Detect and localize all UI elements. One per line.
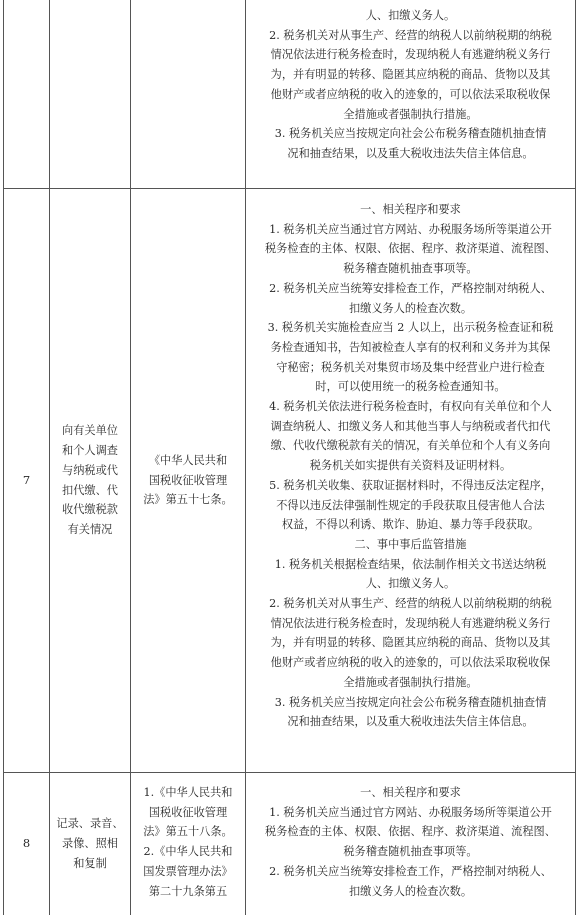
content-line: 情况依法进行税务检查时，发现纳税人有逃避纳税义务行: [270, 616, 551, 630]
basis-line: 法》第五十七条。: [143, 493, 233, 507]
content-line: 他财产或者应纳税的收入的迹象的，可以依法采取税收保: [270, 87, 551, 101]
basis-line: 1.《中华人民共和: [143, 786, 233, 799]
basis-line: 国发票管理办法》: [143, 864, 233, 878]
table-row-continued: [246, 6, 575, 188]
content-line: 守秘密；税务机关对集贸市场及集中经营业户进行检查: [276, 360, 545, 374]
row-number-text: 8: [22, 836, 31, 851]
content-line: 税务检查的主体、权限、依据、程序、救济渠道、流程图、: [265, 242, 556, 256]
content-line: 税务机关如实提供有关资料及证明材料。: [309, 459, 512, 473]
content-line: 1. 税务机关根据检查结果，依法制作相关文书送达纳税: [274, 557, 547, 571]
basis-line: 国税收征收管理: [148, 805, 228, 819]
content-line: 全措施或者强制执行措施。: [343, 107, 478, 121]
table-border-right: [575, 0, 576, 915]
row-item-8: [50, 773, 130, 915]
content-line: 况和抽查结果，以及重大税收违法失信主体信息。: [287, 146, 534, 160]
content-line: 扣缴义务人的检查次数。: [348, 884, 473, 898]
basis-line: 《中华人民共和: [148, 453, 228, 467]
item-text: [54, 814, 126, 873]
content-line: 人、扣缴义务人。: [365, 9, 456, 22]
content-line: 况和抽查结果，以及重大税收违法失信主体信息。: [287, 715, 534, 729]
content-line: 为，并有明显的转移、隐匿其应纳税的商品、货物以及其: [270, 636, 551, 650]
basis-text: [135, 783, 241, 901]
content-line: 务检查通知书，告知被检查人享有的权利和义务并为其保: [270, 340, 551, 354]
content-line: 人、扣缴义务人。: [365, 577, 456, 591]
content-line: 2. 税务机关应当统筹安排检查工作，严格控制对纳税人、: [269, 864, 552, 878]
content-line: 3. 税务机关实施检查应当 2 人以上，出示税务检查证和税: [267, 321, 554, 335]
item-line: 扣代缴、代: [62, 483, 118, 497]
content-line: 缴、代收代缴税款有关的情况，有关单位和个人有义务向: [270, 439, 551, 453]
content-line: 1. 税务机关应当通过官方网站、办税服务场所等渠道公开: [269, 222, 552, 236]
content-line: 税务稽查随机抽查事项等。: [343, 262, 478, 276]
content-line: 3. 税务机关应当按规定向社会公布税务稽查随机抽查情: [274, 127, 547, 141]
item-line: 向有关单位: [62, 424, 118, 438]
row-basis-7: [131, 189, 245, 772]
content-line: 调查纳税人、扣缴义务人和其他当事人与纳税或者代扣代: [270, 419, 551, 433]
section-heading: 二、事中事后监管措施: [354, 537, 467, 551]
content-line: 扣缴义务人的检查次数。: [348, 301, 473, 315]
item-line: 有关情况: [67, 522, 113, 536]
basis-text: [135, 451, 241, 510]
content-line: 全措施或者强制执行措施。: [343, 675, 478, 689]
item-line: 与纳税或代: [62, 463, 118, 477]
content-text: [254, 200, 567, 732]
row-number-8: [4, 773, 49, 915]
content-line: 为，并有明显的转移、隐匿其应纳税的商品、货物以及其: [270, 68, 551, 82]
row-content-continued: [254, 6, 567, 164]
item-text: [54, 421, 126, 539]
policy-table: [3, 0, 576, 915]
item-line: 和个人调查: [62, 444, 118, 458]
item-line: 和复制: [73, 856, 107, 870]
section-heading: 一、相关程序和要求: [360, 203, 461, 216]
content-line: 4. 税务机关依法进行税务检查时，有权向有关单位和个人: [269, 400, 552, 414]
basis-line: 2.《中华人民共和: [143, 845, 233, 859]
content-line: 情况依法进行税务检查时，发现纳税人有逃避纳税义务行: [270, 48, 551, 62]
row-item-7: [50, 189, 130, 772]
row-content-7: [246, 200, 575, 772]
content-line: 5. 税务机关收集、获取证据材料时，不得违反法定程序，: [269, 478, 552, 492]
content-line: 他财产或者应纳税的收入的迹象的，可以依法采取税收保: [270, 656, 551, 670]
content-line: 1. 税务机关应当通过官方网站、办税服务场所等渠道公开: [269, 805, 552, 819]
basis-line: 第二十九条第五: [148, 884, 228, 898]
content-line: 税务稽查随机抽查事项等。: [343, 845, 478, 859]
row-number-7: [4, 189, 49, 772]
item-line: 收代缴税款: [62, 503, 118, 517]
section-heading: 一、相关程序和要求: [360, 786, 461, 799]
row-content-8: [246, 783, 575, 915]
row-basis-8: [131, 783, 245, 915]
item-line: 录像、照相: [62, 837, 118, 851]
content-line: 3. 税务机关应当按规定向社会公布税务稽查随机抽查情: [274, 695, 547, 709]
basis-line: 国税收征收管理: [148, 473, 228, 487]
basis-line: 法》第五十八条。: [143, 825, 233, 839]
content-line: 2. 税务机关对从事生产、经营的纳税人以前纳税期的纳税: [269, 28, 552, 42]
row-number-text: 7: [22, 472, 31, 487]
item-line: 记录、录音、: [56, 817, 124, 831]
content-line: 不得以违反法律强制性规定的手段获取且侵害他人合法: [276, 498, 545, 512]
content-line: 权益，不得以利诱、欺诈、胁迫、暴力等手段获取。: [281, 518, 540, 532]
content-line: 2. 税务机关对从事生产、经营的纳税人以前纳税期的纳税: [269, 597, 552, 611]
content-line: 时，可以使用统一的税务检查通知书。: [315, 380, 506, 394]
content-line: 2. 税务机关应当统筹安排检查工作，严格控制对纳税人、: [269, 281, 552, 295]
content-line: 税务检查的主体、权限、依据、程序、救济渠道、流程图、: [265, 825, 556, 839]
content-text: [254, 783, 567, 901]
